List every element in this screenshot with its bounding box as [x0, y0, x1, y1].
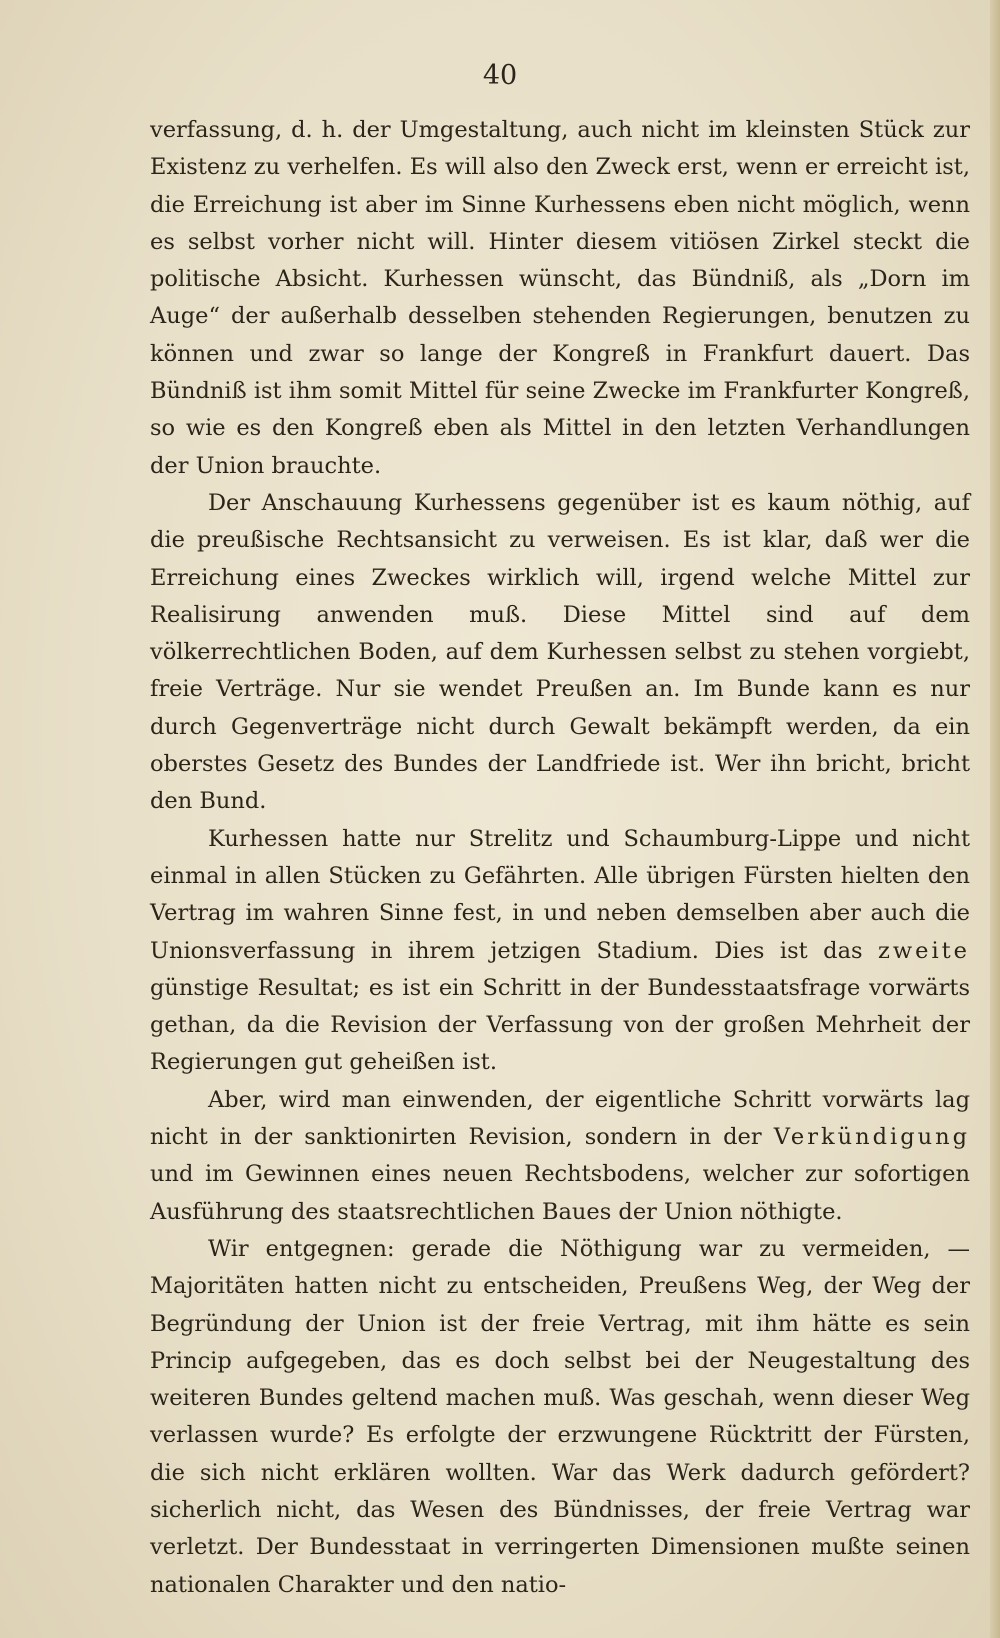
paragraph-text: Kurhessen hatte nur Strelitz und Schaumburg-Lippe und nicht einmal in allen Stücken zu Gefährten. Alle übrigen Fürsten hielten den Vertrag im wahren Sinne fest, in und neben demselben aber auch die Unionsverfassung in ihrem jetzigen Stadium. Dies ist das	[150, 825, 970, 964]
paragraph-text: und im Gewinnen eines neuen Rechtsbodens, welcher zur sofortigen Ausführung des staatsrechtlichen Baues der Union nöthigte.	[150, 1161, 970, 1225]
paragraph	[150, 1082, 970, 1231]
paragraph-text: günstige Resultat; es ist ein Schritt in der Bundesstaatsfrage vorwärts gethan, da die Revision der Verfassung von der großen Mehrheit der Regierungen gut geheißen ist.	[150, 974, 970, 1076]
body-text	[150, 112, 970, 1604]
paragraph-text: Aber, wird man einwenden, der eigentliche Schritt vorwärts lag nicht in der sanktionirten Revision, sondern in der	[150, 1086, 970, 1151]
paragraph-continuation: verfassung, d. h. der Umgestaltung, auch nicht im kleinsten Stück zur Existenz zu verhelfen. Es will also den Zweck erst, wenn er erreicht ist, die Erreichung ist aber im Sinne Kurhessens eben nicht möglich, wenn es selbst vorher nicht will. Hinter diesem vitiösen Zirkel steckt die politische Absicht. Kurhessen wünscht, das Bündniß, als „Dorn im Auge“ der außerhalb desselben stehenden Regierungen, benutzen zu können und zwar so lange der Kongreß in Frankfurt dauert. Das Bündniß ist ihm somit Mittel für seine Zwecke im Frankfurter Kongreß, so wie es den Kongreß eben als Mittel in den letzten Verhandlungen der Union brauchte.	[150, 117, 970, 479]
page-edge	[990, 0, 1000, 1638]
page-number: 40	[482, 60, 518, 91]
spaced-emphasis: Verkündigung	[773, 1124, 970, 1151]
spaced-emphasis: zweite	[878, 937, 970, 964]
paragraph: Der Anschauung Kurhessens gegenüber ist es kaum nöthig, auf die preußische Rechtsansicht zu verweisen. Es ist klar, daß wer die Erreichung eines Zweckes wirklich will, irgend welche Mittel zur Realisirung anwenden muß. Diese Mittel sind auf dem völkerrechtlichen Boden, auf dem Kurhessen selbst zu stehen vorgiebt, freie Verträge. Nur sie wendet Preußen an. Im Bunde kann es nur durch Gegenverträge nicht durch Gewalt bekämpft werden, da ein oberstes Gesetz des Bundes der Landfriede ist. Wer ihn bricht, bricht den Bund.	[150, 489, 970, 815]
paragraph	[150, 821, 970, 1082]
paragraph: Wir entgegnen: gerade die Nöthigung war zu vermeiden, — Majoritäten hatten nicht zu entscheiden, Preußens Weg, der Weg der Begründung der Union ist der freie Vertrag, mit ihm hätte es sein Princip aufgegeben, das es doch selbst bei der Neugestaltung des weiteren Bundes geltend machen muß. Was geschah, wenn dieser Weg verlassen wurde? Es erfolgte der erzwungene Rücktritt der Fürsten, die sich nicht erklären wollten. War das Werk dadurch gefördert? sicherlich nicht, das Wesen des Bündnisses, der freie Vertrag war verletzt. Der Bundesstaat in verringerten Dimensionen mußte seinen nationalen Charakter und den natio-	[150, 1235, 970, 1598]
